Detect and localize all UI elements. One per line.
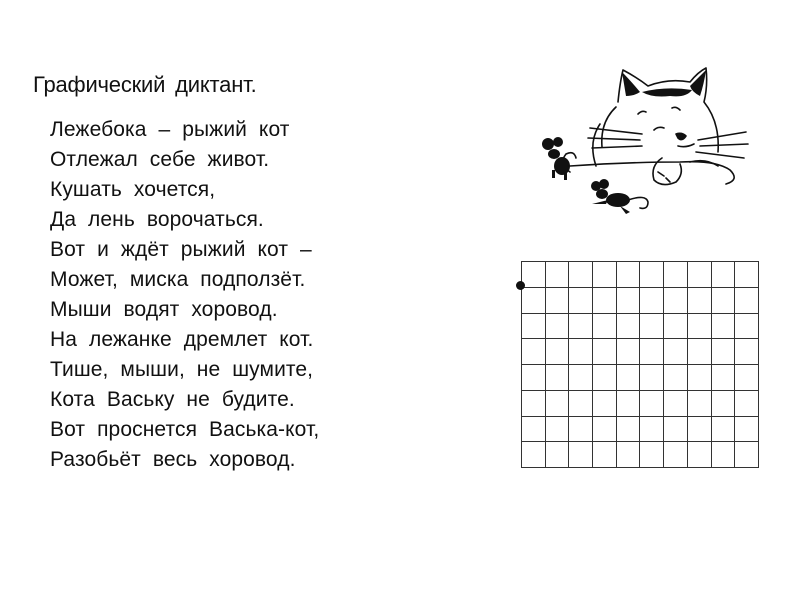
grid-cell[interactable] (664, 288, 688, 314)
poem-line: На лежанке дремлет кот. (50, 328, 314, 351)
cat-with-mice-illustration (530, 62, 750, 222)
grid-cell[interactable] (522, 262, 546, 288)
grid-cell[interactable] (546, 442, 570, 468)
grid-cell[interactable] (735, 391, 759, 417)
grid-cell[interactable] (712, 314, 736, 340)
grid-cell[interactable] (640, 262, 664, 288)
grid-cell[interactable] (593, 339, 617, 365)
document-title: Графический диктант. (33, 72, 257, 97)
grid-cell[interactable] (593, 391, 617, 417)
poem-line: Вот проснется Васька-кот, (50, 418, 320, 441)
grid-cell[interactable] (569, 391, 593, 417)
grid-cell[interactable] (640, 442, 664, 468)
grid-cell[interactable] (688, 365, 712, 391)
grid-cell[interactable] (664, 442, 688, 468)
poem-line: Кушать хочется, (50, 178, 216, 201)
grid-cell[interactable] (712, 339, 736, 365)
grid-cell[interactable] (688, 442, 712, 468)
poem-line: Да лень ворочаться. (50, 208, 264, 231)
grid-cell[interactable] (593, 442, 617, 468)
grid-cell[interactable] (569, 365, 593, 391)
grid-cell[interactable] (546, 339, 570, 365)
poem (50, 115, 319, 475)
dictation-grid[interactable] (521, 261, 759, 468)
grid-cell[interactable] (640, 417, 664, 443)
grid-cell[interactable] (640, 391, 664, 417)
grid-cell[interactable] (712, 442, 736, 468)
grid-cell[interactable] (593, 314, 617, 340)
grid-cell[interactable] (522, 417, 546, 443)
grid-cell[interactable] (664, 417, 688, 443)
grid-cell[interactable] (712, 391, 736, 417)
grid-cell[interactable] (593, 262, 617, 288)
poem-line: Отлежал себе живот. (50, 148, 270, 171)
grid-cell[interactable] (688, 262, 712, 288)
grid-cell[interactable] (546, 365, 570, 391)
grid-cell[interactable] (688, 417, 712, 443)
grid-cell[interactable] (617, 391, 641, 417)
grid-cell[interactable] (688, 339, 712, 365)
grid-cell[interactable] (522, 365, 546, 391)
start-point-dot-icon (516, 281, 525, 290)
grid-cell[interactable] (664, 365, 688, 391)
grid-cell[interactable] (617, 314, 641, 340)
grid-cell[interactable] (569, 339, 593, 365)
grid-cell[interactable] (546, 262, 570, 288)
poem-line: Разобьёт весь хоровод. (50, 448, 296, 471)
grid-cell[interactable] (640, 365, 664, 391)
grid-cell[interactable] (712, 365, 736, 391)
grid-cell[interactable] (664, 391, 688, 417)
grid-cell[interactable] (664, 314, 688, 340)
grid-cell[interactable] (735, 442, 759, 468)
grid-cell[interactable] (640, 339, 664, 365)
grid-cell[interactable] (569, 442, 593, 468)
grid-cell[interactable] (522, 288, 546, 314)
grid-cell[interactable] (569, 417, 593, 443)
grid-cell[interactable] (712, 262, 736, 288)
grid-cell[interactable] (617, 365, 641, 391)
grid-cell[interactable] (617, 339, 641, 365)
grid-cell[interactable] (522, 442, 546, 468)
grid-cell[interactable] (593, 417, 617, 443)
grid-cell[interactable] (688, 314, 712, 340)
grid-cell[interactable] (617, 442, 641, 468)
grid-cell[interactable] (688, 288, 712, 314)
grid-cells[interactable] (521, 261, 759, 468)
grid-cell[interactable] (617, 417, 641, 443)
grid-cell[interactable] (735, 288, 759, 314)
grid-cell[interactable] (640, 288, 664, 314)
grid-cell[interactable] (569, 314, 593, 340)
poem-line: Вот и ждёт рыжий кот – (50, 238, 312, 261)
grid-cell[interactable] (735, 417, 759, 443)
grid-cell[interactable] (617, 262, 641, 288)
poem-line: Тише, мыши, не шумите, (50, 358, 314, 381)
cat-icon (530, 62, 750, 222)
grid-cell[interactable] (569, 262, 593, 288)
grid-cell[interactable] (593, 365, 617, 391)
grid-cell[interactable] (712, 417, 736, 443)
poem-line: Лежебока – рыжий кот (50, 118, 290, 141)
grid-cell[interactable] (546, 417, 570, 443)
grid-cell[interactable] (735, 262, 759, 288)
poem-line: Мыши водят хоровод. (50, 298, 278, 321)
grid-cell[interactable] (735, 339, 759, 365)
grid-cell[interactable] (712, 288, 736, 314)
grid-cell[interactable] (546, 314, 570, 340)
grid-cell[interactable] (593, 288, 617, 314)
grid-cell[interactable] (735, 314, 759, 340)
poem-line: Кота Ваську не будите. (50, 388, 295, 411)
grid-cell[interactable] (522, 391, 546, 417)
grid-cell[interactable] (546, 391, 570, 417)
poem-line: Может, миска подползёт. (50, 268, 306, 291)
grid-cell[interactable] (735, 365, 759, 391)
grid-cell[interactable] (688, 391, 712, 417)
grid-cell[interactable] (617, 288, 641, 314)
grid-cell[interactable] (522, 314, 546, 340)
grid-cell[interactable] (569, 288, 593, 314)
grid-cell[interactable] (546, 288, 570, 314)
grid-cell[interactable] (664, 339, 688, 365)
grid-cell[interactable] (522, 339, 546, 365)
grid-cell[interactable] (640, 314, 664, 340)
grid-cell[interactable] (664, 262, 688, 288)
